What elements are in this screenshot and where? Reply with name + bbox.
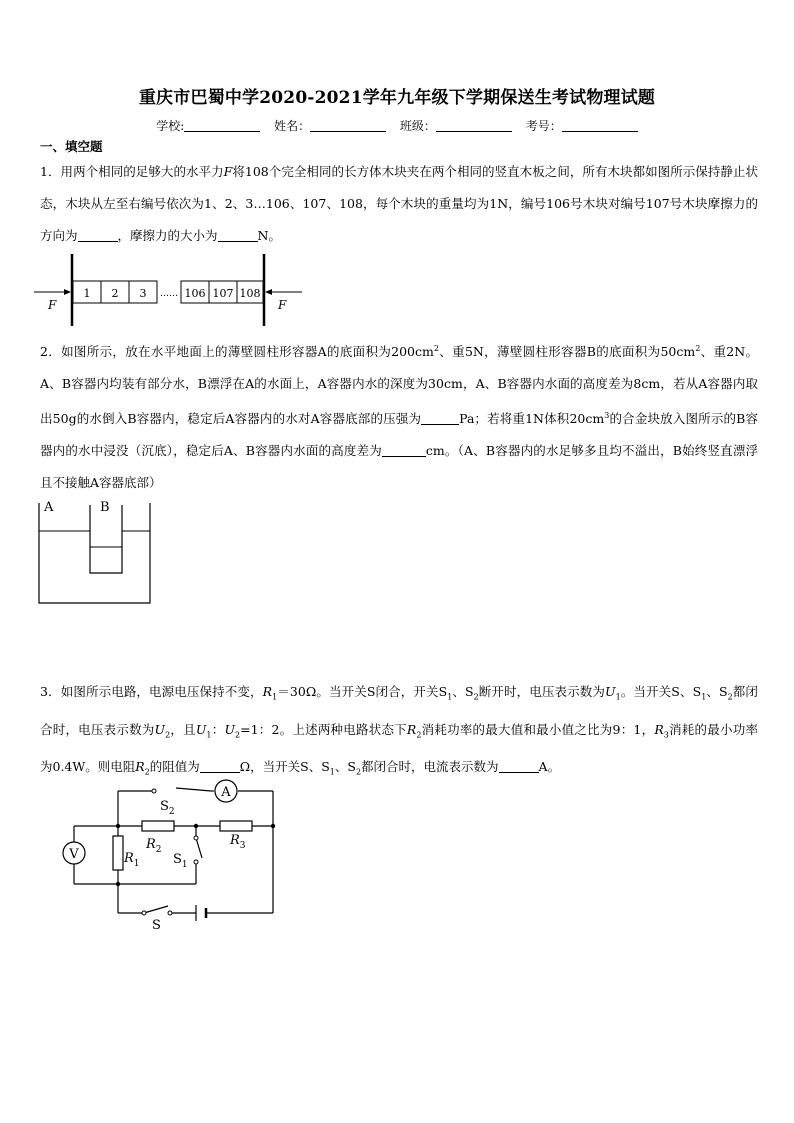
- q3-var: U: [195, 721, 207, 737]
- r2-label: [145, 837, 162, 855]
- q3-var: R: [262, 684, 273, 699]
- r3-label: [229, 833, 246, 851]
- q2-blank-2[interactable]: [382, 443, 426, 457]
- ammeter-label: A: [221, 785, 231, 800]
- r3-sub: 3: [239, 841, 246, 851]
- r1-sub: 1: [133, 859, 140, 869]
- s2-sub: 2: [168, 807, 175, 817]
- q3-sub: 1: [615, 692, 621, 702]
- q3-sub: 2: [473, 692, 479, 702]
- s1-sub: 1: [181, 860, 188, 870]
- q3-sub: 2: [235, 730, 241, 739]
- q3-sub: 2: [144, 767, 150, 777]
- school-label: 学校:: [156, 119, 185, 133]
- q3-blank-1[interactable]: [200, 759, 240, 773]
- q1-text-2: 将108个完全相同的长方体木块夹在两个相同的竖直木板之间，所有木块都如图所示保持静止状态，木块从左至右编号依次为1、2、3…106、107、108，每个木块的重量均为1N，编号106号木块对编号107号木块摩擦力的方向为: [40, 164, 758, 243]
- question-3: [40, 676, 758, 789]
- force-label-right: F: [278, 298, 287, 312]
- q2-sup-1: 2: [433, 344, 439, 353]
- q3-text-1: 3．如图所示电路，电源电压保持不变，: [40, 684, 263, 699]
- block-label: 107: [212, 287, 234, 300]
- block-label: 3: [139, 287, 147, 300]
- q3-text-15: 、S: [334, 759, 356, 774]
- q2-text-1: 2．如图所示，放在水平地面上的薄壁圆柱形容器A的底面积为200cm: [40, 344, 434, 360]
- q1-blank-1[interactable]: [78, 228, 118, 242]
- s-label: S: [152, 918, 161, 933]
- force-label-left: F: [48, 298, 57, 312]
- q2-text-2: 、重5N，薄壁圆柱形容器B的底面积为50cm: [438, 344, 696, 360]
- block-label: 106: [184, 287, 206, 300]
- block-ellipsis: ……: [160, 289, 178, 299]
- q3-text-8: ，且: [170, 721, 196, 737]
- q2-sup-2: 2: [695, 344, 701, 353]
- q3-sub: 1: [447, 692, 453, 702]
- section-heading: 一、填空题: [40, 139, 103, 154]
- r2-letter: R: [146, 837, 156, 852]
- number-label: 考号：: [525, 119, 562, 133]
- q3-var: R: [135, 759, 145, 774]
- q3-sub: 2: [727, 692, 733, 702]
- q3-text-7: 都闭合时，电压表示数为: [40, 684, 758, 737]
- q3-text-2: ＝30Ω。当开关S闭合，开关S: [277, 684, 448, 699]
- q3-text-11: 消耗功率的最大值和最小值之比为9：1，: [421, 721, 655, 737]
- q1-text-3: ，摩擦力的大小为: [117, 228, 218, 243]
- q3-sub: 2: [416, 730, 422, 739]
- r1-label: [123, 851, 140, 869]
- q3-blank-2[interactable]: [499, 759, 539, 773]
- q1-text-4: N。: [257, 228, 281, 243]
- q3-sub: 3: [663, 730, 669, 739]
- q3-text-10: =1：2。上述两种电路状态下: [240, 721, 407, 737]
- q3-sub: 2: [355, 767, 362, 777]
- q3-text-14: Ω，当开关S、S: [239, 759, 330, 774]
- class-field[interactable]: [436, 119, 512, 132]
- q2-text-5: 的合金块放入图所示的B容器内的水中浸没（沉底），稳定后A、B容器内水面的高度差为: [40, 411, 759, 459]
- s2-letter: S: [160, 799, 169, 814]
- q3-var: R: [654, 721, 664, 737]
- s1-label: [173, 852, 188, 870]
- q2-blank-1[interactable]: [421, 411, 459, 425]
- class-label: 班级：: [399, 119, 436, 133]
- school-field[interactable]: [184, 119, 260, 132]
- student-info-line: [0, 117, 794, 134]
- container-a-label: A: [44, 500, 54, 515]
- q3-text-12: 消耗的最小功率为0.4W。则电阻: [40, 721, 758, 774]
- r2-sub: 2: [155, 845, 162, 855]
- q3-var: U: [154, 721, 166, 737]
- q3-text-9: ：: [211, 721, 225, 737]
- q3-sub: 1: [206, 730, 212, 739]
- number-field[interactable]: [562, 119, 638, 132]
- q3-text-13: 的阻值为: [149, 759, 200, 774]
- container-b-label: B: [100, 500, 110, 515]
- name-label: 姓名：: [274, 119, 311, 133]
- q2-sup-3: 3: [604, 411, 610, 421]
- q3-var: U: [605, 684, 616, 699]
- r3-letter: R: [230, 833, 240, 848]
- q1-blank-2[interactable]: [218, 228, 258, 242]
- block-label: 108: [239, 287, 261, 300]
- q3-sub: 1: [701, 692, 707, 702]
- q1-figure-blocks: [30, 252, 310, 328]
- q3-text-3: 、S: [452, 684, 474, 699]
- q3-var: U: [224, 721, 235, 737]
- q2-figure-containers: [30, 493, 160, 608]
- block-label: 1: [83, 287, 91, 300]
- s1-letter: S: [173, 852, 182, 867]
- q3-text-6: 、S: [706, 684, 728, 699]
- s2-label: [160, 799, 175, 817]
- q3-sub: 1: [329, 767, 335, 777]
- q1-text-1: 1．用两个相同的足够大的水平力: [40, 164, 224, 179]
- q3-sub: 1: [272, 692, 278, 702]
- q3-var: R: [406, 721, 417, 737]
- q2-text-3: 、重2N。A、B容器内均装有部分水，B漂浮在A的水面上，A容器内水的深度为30cm，A、B容器内水面的高度差为8cm，若从A容器内取出50g的水倒入B容器内，稳定后A容器内的水对A容器底部的压强为: [40, 344, 758, 427]
- q3-text-16: 都闭合时，电流表示数为: [361, 759, 499, 774]
- block-label: 2: [111, 287, 119, 300]
- q2-text-4: Pa；若将重1N体积20cm: [459, 411, 605, 427]
- q3-sub: 2: [165, 730, 171, 739]
- voltmeter-label: V: [69, 847, 79, 862]
- q3-text-5: 。当开关S、S: [620, 684, 702, 699]
- q3-text-17: A。: [538, 759, 561, 774]
- page-title: 重庆市巴蜀中学2020-2021学年九年级下学期保送生考试物理试题: [138, 88, 656, 108]
- q1-var-f: F: [223, 164, 233, 179]
- r1-letter: R: [124, 851, 134, 866]
- name-field[interactable]: [310, 119, 386, 132]
- q3-circuit-diagram: [56, 776, 286, 936]
- q3-text-4: 断开时，电压表示数为: [478, 684, 606, 699]
- q2-text-6: cm。（A、B容器内的水足够多且均不溢出，B始终竖直漂浮且不接触A容器底部）: [40, 443, 758, 491]
- question-1: [40, 156, 758, 252]
- question-2: [40, 333, 758, 499]
